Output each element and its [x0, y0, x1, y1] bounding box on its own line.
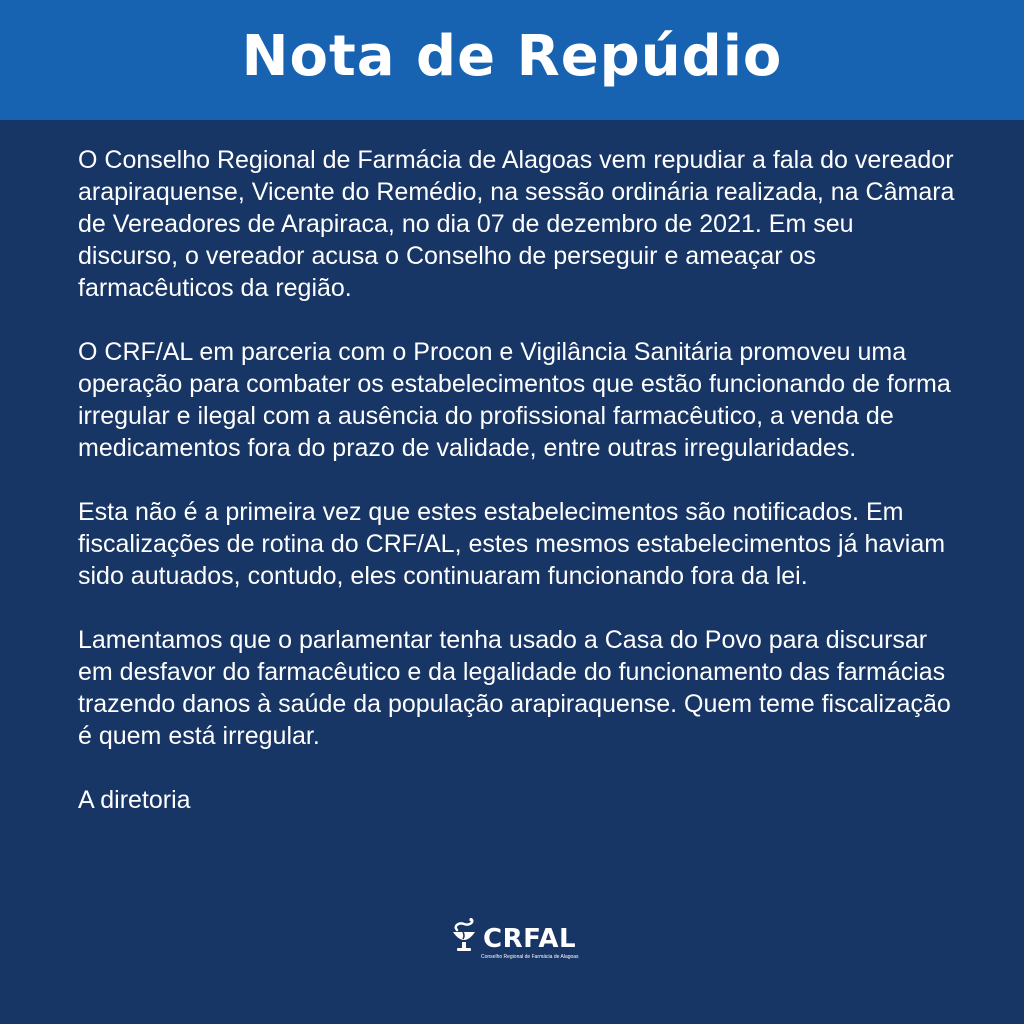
paragraph-3: Esta não é a primeira vez que estes estabelecimentos são notificados. Em fiscalizações de rotina do CRF/AL, estes mesmos estabelecimentos já haviam sido autuados, contudo, eles continuaram funcionando fora da lei. — [78, 498, 946, 590]
crfal-logo — [449, 918, 579, 968]
logo-subtitle: Conselho Regional de Farmácia de Alagoas — [481, 954, 579, 960]
paragraph-1: O Conselho Regional de Farmácia de Alagoas vem repudiar a fala do vereador arapiraquense, Vicente do Remédio, na sessão ordinária realizada, na Câmara de Vereadores de Arapiraca, no dia 07 de dezembro de 2021. Em seu discurso, o vereador acusa o Conselho de perseguir e ameaçar os farmacêuticos da região. — [78, 146, 955, 302]
header-banner — [0, 0, 1024, 120]
signature: A diretoria — [78, 786, 191, 814]
paragraph-4: Lamentamos que o parlamentar tenha usado a Casa do Povo para discursar em desfavor do farmacêutico e da legalidade do funcionamento das farmácias trazendo danos à saúde da população arapiraquense. Quem teme fiscalização é quem está irregular. — [78, 626, 951, 750]
page-title: Nota de Repúdio — [241, 23, 783, 89]
pharmacy-bowl-serpent-icon — [449, 918, 479, 954]
paragraph-2: O CRF/AL em parceria com o Procon e Vigilância Sanitária promoveu uma operação para combater os estabelecimentos que estão funcionando de forma irregular e ilegal com a ausência do profissional farmacêutico, a venda de medicamentos fora do prazo de validade, entre outras irregularidades. — [78, 338, 951, 462]
note-body — [78, 144, 958, 848]
logo-wordmark: CRFAL — [483, 924, 577, 954]
logo-text — [483, 918, 579, 960]
